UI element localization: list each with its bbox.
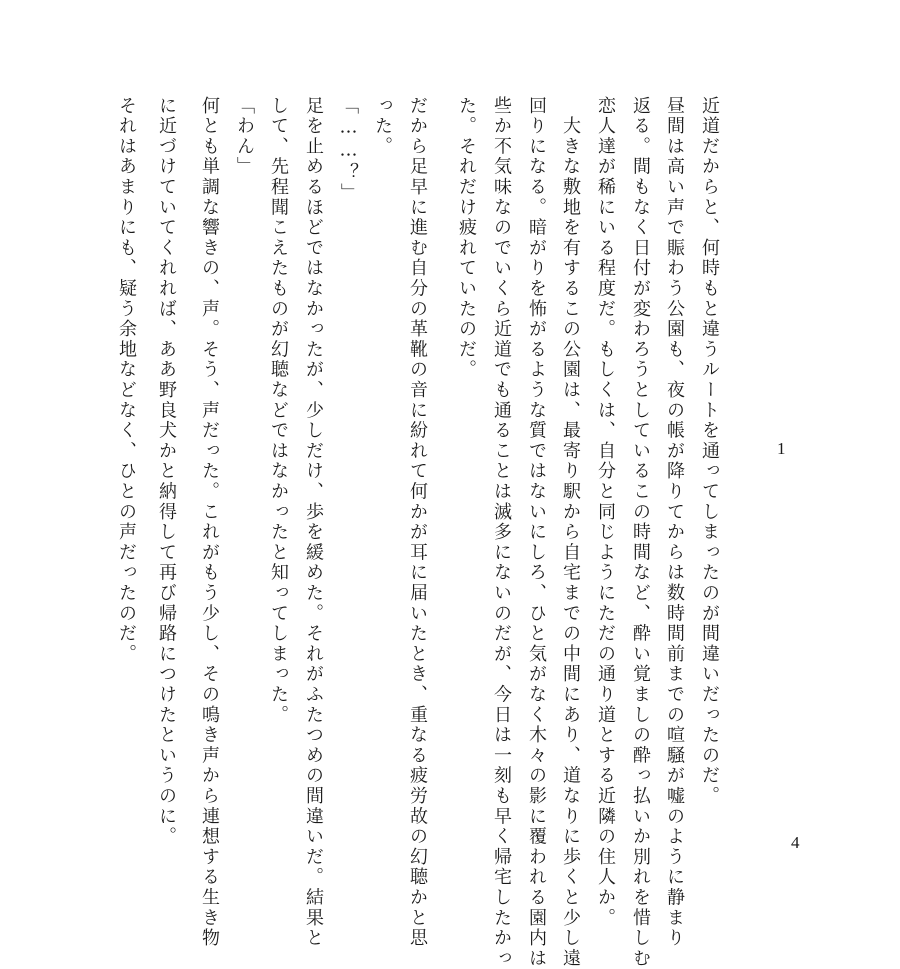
text-line: 「……？」 <box>338 96 359 204</box>
text-line: 些か不気味なのでいくら近道でも通ることは滅多にないのだが、今日は一刻も早く帰宅したかっ <box>491 96 512 969</box>
text-line: た。それだけ疲れていたのだ。 <box>456 96 477 381</box>
text-line: に近づけていてくれれば、ああ野良犬かと納得して再び帰路につけたというのに。 <box>156 96 177 848</box>
text-line: それはあまりにも、疑う余地などなく、ひとの声だったのだ。 <box>116 96 137 665</box>
text-line: 近道だからと、何時もと違うルートを通ってしまったのが間違いだったのだ。 <box>699 96 720 807</box>
text-line: 「わん」 <box>234 96 255 178</box>
text-line: 昼間は高い声で賑わう公園も、夜の帳が降りてからは数時間前までの喧騒が嘘のように静まり <box>664 96 685 949</box>
text-line: 返る。間もなく日付が変わろうとしているこの時間など、酔い覚ましの酔っ払いか別れを惜しむ <box>630 96 651 969</box>
text-line: して、先程聞こえたものが幻聴などではなかったと知ってしまった。 <box>268 96 289 726</box>
text-line: 大きな敷地を有するこの公園は、最寄り駅から自宅までの中間にあり、道なりに歩くと少し遠 <box>560 96 581 969</box>
text-line: った。 <box>372 96 393 157</box>
text-line: だから足早に進む自分の革靴の音に紛れて何かが耳に届いたとき、重なる疲労故の幻聴かと思 <box>407 96 428 949</box>
page-number-top: 1 <box>777 439 786 458</box>
text-line: 回りになる。暗がりを怖がるような質ではないにしろ、ひと気がなく木々の影に覆われる園内は <box>526 96 547 969</box>
text-line: 何とも単調な響きの、声。そう、声だった。これがもう少し、その鳴き声から連想する生き物 <box>199 96 220 949</box>
page-number-bottom: 4 <box>791 833 800 852</box>
text-line: 足を止めるほどではなかったが、少しだけ、歩を緩めた。それがふたつめの間違いだ。結果と <box>303 96 324 949</box>
text-line: 恋人達が稀にいる程度だ。もしくは、自分と同じようにただの通り道とする近隣の住人か。 <box>595 96 616 929</box>
